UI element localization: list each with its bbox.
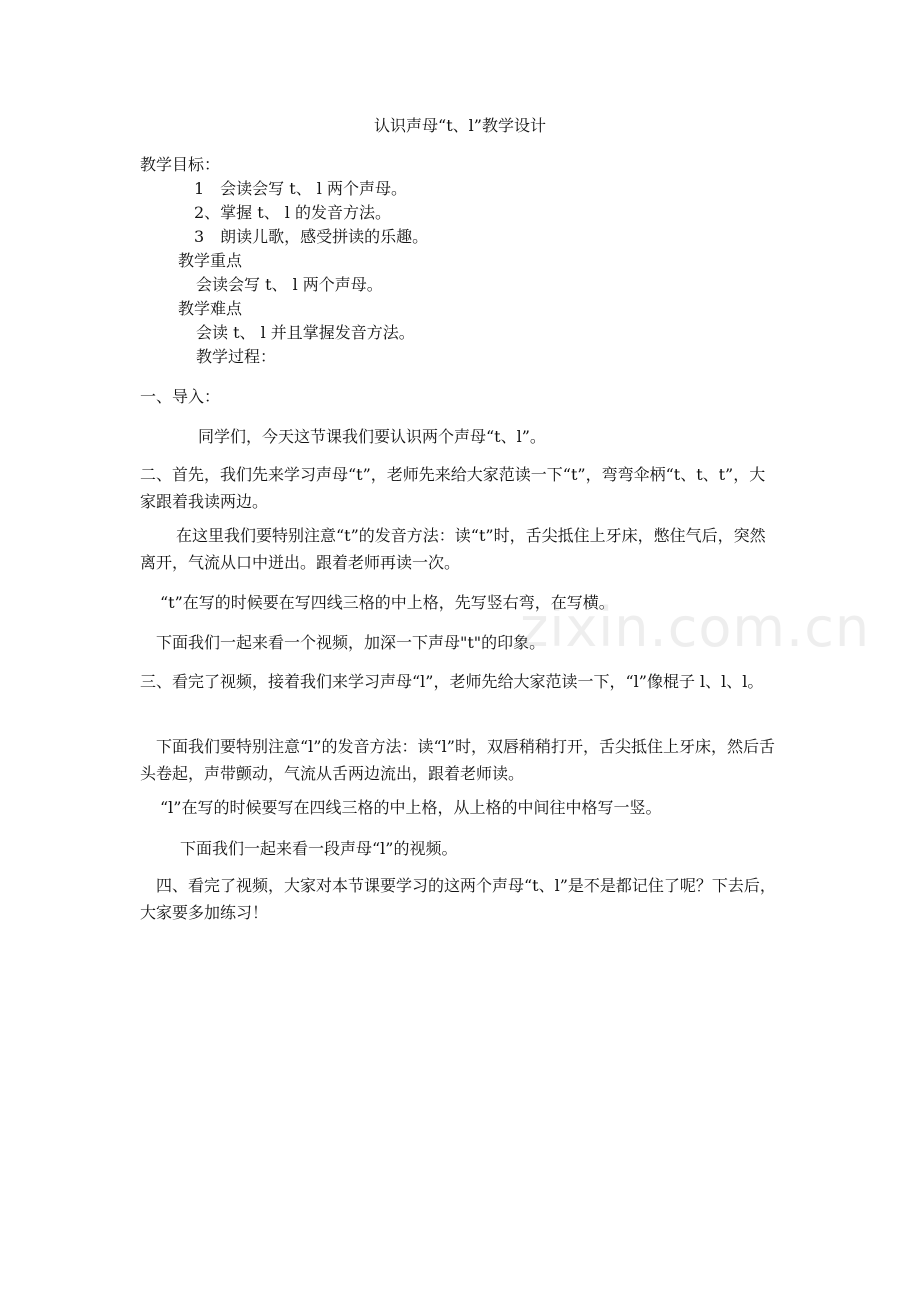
paragraph: 下面我们一起来看一个视频，加深一下声母"t"的印象。: [156, 633, 546, 652]
paragraph: 二、首先，我们先来学习声母“t”，老师先来给大家范读一下“t”，弯弯伞柄“t、t、t”，大家跟着我读两边。: [140, 465, 766, 511]
paragraph: 下面我们一起来看一段声母“l”的视频。: [180, 839, 458, 858]
objective-item: 3 朗读儿歌，感受拼读的乐趣。: [194, 227, 429, 246]
paragraph: “t”在写的时候要在写四线三格的中上格，先写竖右弯，在写横。: [160, 593, 615, 612]
key-points-text: 会读会写 t、 l 两个声母。: [196, 275, 383, 294]
paragraph: 四、看完了视频，大家对本节课要学习的这两个声母“t、l”是不是都记住了呢？下去后，大家要多加练习！: [140, 876, 776, 922]
process-heading: 教学过程：: [196, 347, 277, 366]
paragraph: 在这里我们要特别注意“t”的发音方法：读“t”时，舌尖抵住上牙床，憋住气后，突然离开，气流从口中迸出。跟着老师再读一次。: [140, 526, 766, 572]
section-intro-heading: 一、导入：: [140, 387, 221, 406]
watermark: zixin.com.cn: [520, 596, 871, 659]
difficulty-text: 会读 t、 l 并且掌握发音方法。: [196, 323, 415, 342]
paragraph: 同学们，今天这节课我们要认识两个声母“t、l”。: [198, 427, 546, 446]
objective-item: 1 会读会写 t、 l 两个声母。: [194, 179, 407, 198]
objective-item: 2、掌握 t、 l 的发音方法。: [194, 203, 391, 222]
key-points-heading: 教学重点: [178, 251, 243, 270]
objectives-heading: 教学目标：: [140, 155, 221, 174]
paragraph: 下面我们要特别注意“l”的发音方法：读“l”时，双唇稍稍打开，舌尖抵住上牙床，然后舌头卷起，声带颤动，气流从舌两边流出，跟着老师读。: [140, 737, 775, 783]
paragraph: “l”在写的时候要写在四线三格的中上格，从上格的中间往中格写一竖。: [160, 798, 662, 817]
paragraph: 三、看完了视频，接着我们来学习声母“l”，老师先给大家范读一下，“l”像棍子 l、l、l。: [140, 672, 764, 691]
document-title: 认识声母“t、l”教学设计: [374, 116, 546, 135]
difficulty-heading: 教学难点: [178, 299, 243, 318]
